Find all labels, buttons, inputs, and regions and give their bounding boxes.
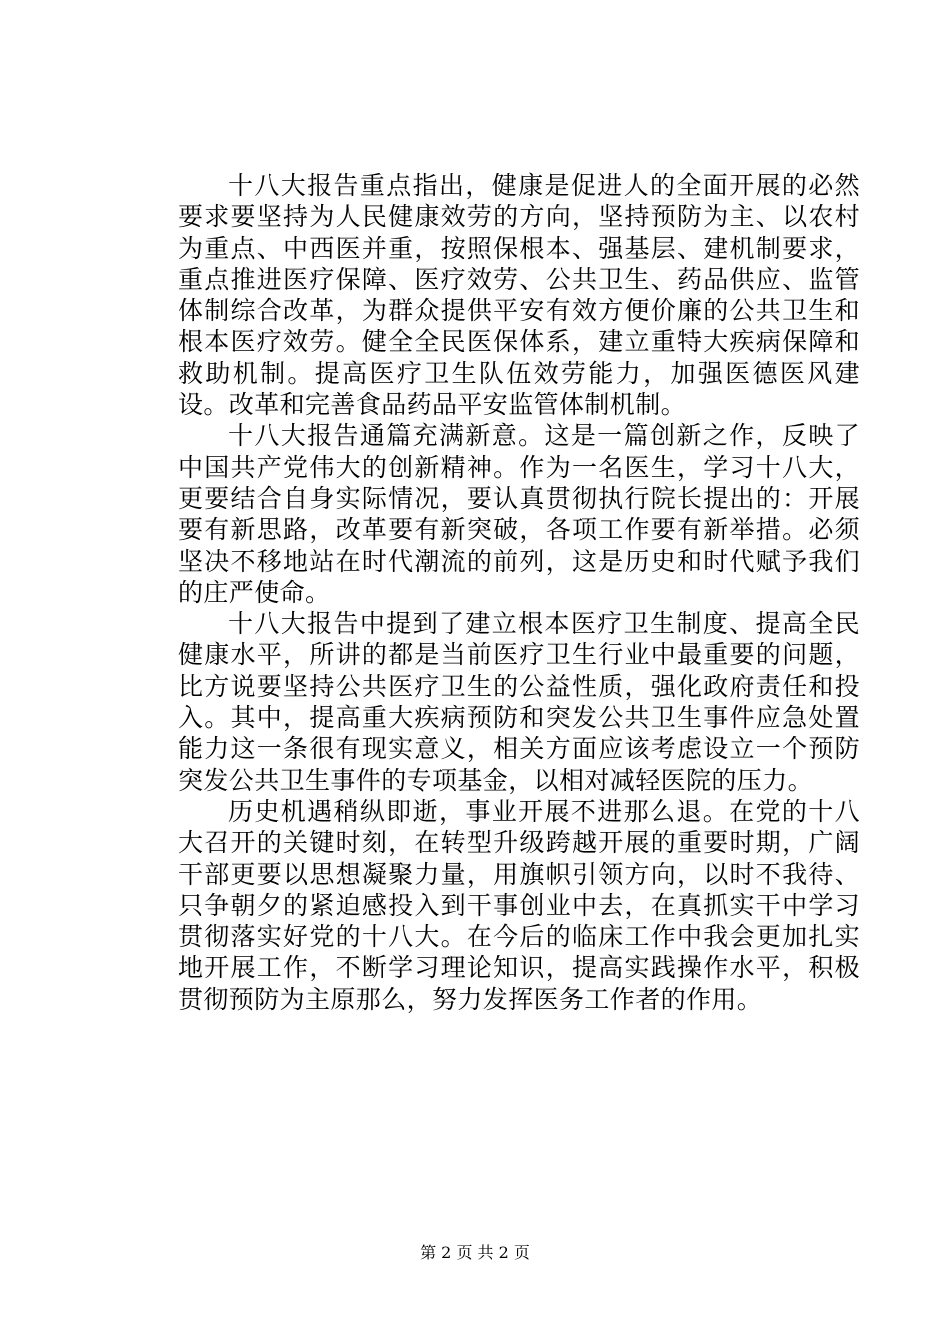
document-body (178, 170, 860, 1015)
paragraph-1: 十八大报告重点指出，健康是促进人的全面开展的必然要求要坚持为人民健康效劳的方向，坚持预防为主、以农村为重点、中西医并重，按照保根本、强基层、建机制要求，重点推进医疗保障、医疗效劳、公共卫生、药品供应、监管体制综合改革，为群众提供平安有效方便价廉的公共卫生和根本医疗效劳。健全全民医保体系，建立重特大疾病保障和救助机制。提高医疗卫生队伍效劳能力，加强医德医风建设。改革和完善食品药品平安监管体制机制。 (178, 171, 860, 420)
paragraph-2: 十八大报告通篇充满新意。这是一篇创新之作，反映了中国共产党伟大的创新精神。作为一名医生，学习十八大，更要结合自身实际情况，要认真贯彻执行院长提出的：开展要有新思路，改革要有新突破，各项工作要有新举措。必须坚决不移地站在时代潮流的前列，这是历史和时代赋予我们的庄严使命。 (178, 421, 860, 607)
page-number-footer: 第 2 页 共 2 页 (420, 1243, 530, 1262)
paragraph-3: 十八大报告中提到了建立根本医疗卫生制度、提高全民健康水平，所讲的都是当前医疗卫生行业中最重要的问题，比方说要坚持公共医疗卫生的公益性质，强化政府责任和投入。其中，提高重大疾病预防和突发公共卫生事件应急处置能力这一条很有现实意义，相关方面应该考虑设立一个预防突发公共卫生事件的专项基金，以相对减轻医院的压力。 (178, 609, 860, 795)
paragraph-4: 历史机遇稍纵即逝，事业开展不进那么退。在党的十八大召开的关键时刻，在转型升级跨越开展的重要时期，广阔干部更要以思想凝聚力量，用旗帜引领方向，以时不我待、只争朝夕的紧迫感投入到干事创业中去，在真抓实干中学习贯彻落实好党的十八大。在今后的临床工作中我会更加扎实地开展工作，不断学习理论知识，提高实践操作水平，积极贯彻预防为主原那么，努力发挥医务工作者的作用。 (178, 796, 860, 1014)
